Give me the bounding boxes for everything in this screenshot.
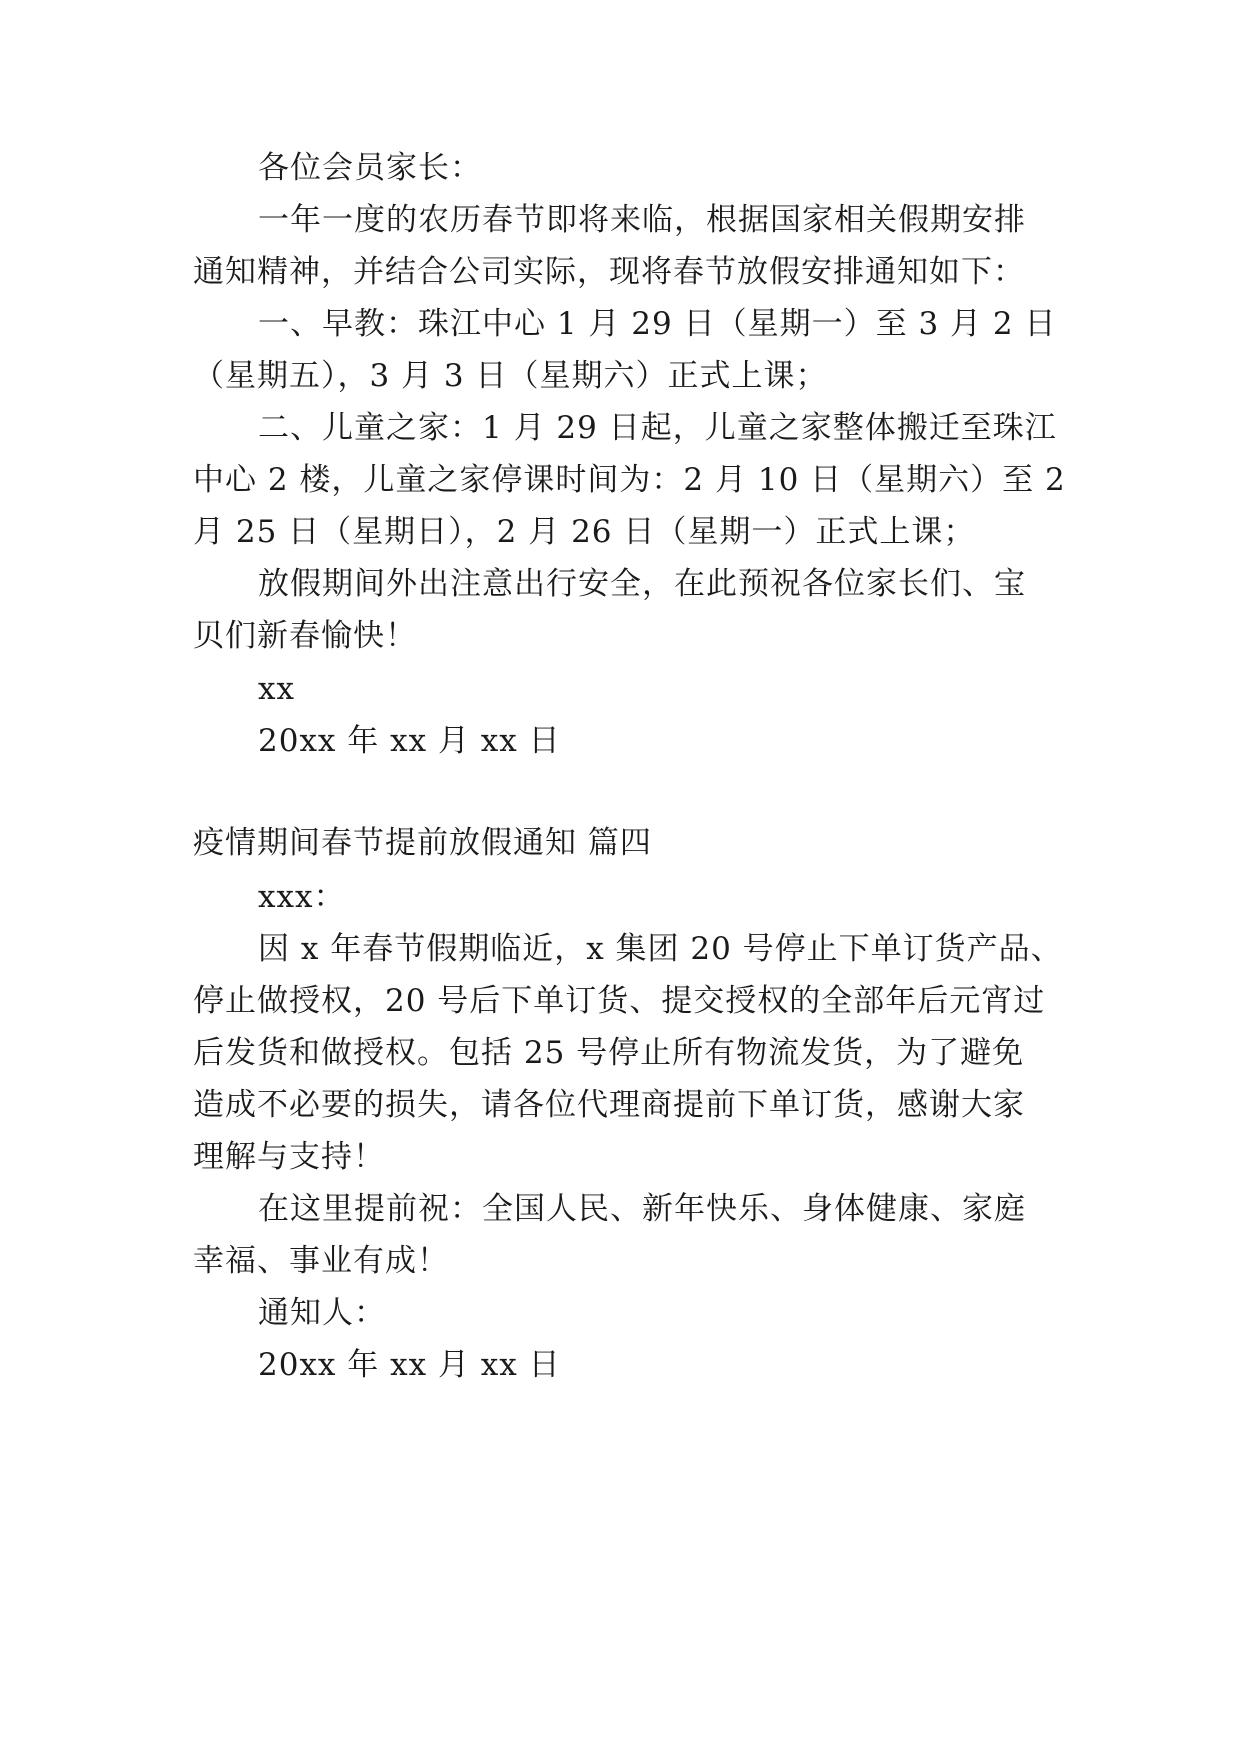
paragraph-line: 幸福、事业有成！ (193, 1243, 449, 1279)
paragraph-line: 一、早教：珠江中心 1 月 29 日（星期一）至 3 月 2 日 (258, 306, 1057, 342)
paragraph-line: 理解与支持！ (193, 1139, 385, 1175)
paragraph-line: 停止做授权，20 号后下单订货、提交授权的全部年后元宵过 (193, 983, 1046, 1019)
paragraph-line: 贝们新春愉快！ (193, 618, 417, 654)
paragraph-line: 因 x 年春节假期临近，x 集团 20 号停止下单订货产品、 (258, 931, 1063, 967)
paragraph-line: 月 25 日（星期日），2 月 26 日（星期一）正式上课； (193, 514, 976, 550)
paragraph-line: 中心 2 楼，儿童之家停课时间为：2 月 10 日（星期六）至 2 (193, 462, 1066, 498)
paragraph-line: 通知精神，并结合公司实际，现将春节放假安排通知如下： (193, 254, 1025, 290)
date-line: 20xx 年 xx 月 xx 日 (258, 1347, 561, 1383)
paragraph-line: 一年一度的农历春节即将来临，根据国家相关假期安排 (258, 202, 1026, 238)
section-title: 疫情期间春节提前放假通知 篇四 (193, 825, 652, 861)
date-line: 20xx 年 xx 月 xx 日 (258, 723, 561, 759)
signature: xx (258, 671, 295, 707)
paragraph-line: 二、儿童之家：1 月 29 日起，儿童之家整体搬迁至珠江 (258, 410, 1057, 446)
paragraph-line: 在这里提前祝：全国人民、新年快乐、身体健康、家庭 (258, 1191, 1026, 1227)
paragraph-line: 后发货和做授权。包括 25 号停止所有物流发货，为了避免 (193, 1035, 1025, 1071)
paragraph-line: （星期五），3 月 3 日（星期六）正式上课； (193, 358, 828, 394)
greeting-recipient: xxx： (258, 879, 346, 915)
paragraph-line: 造成不必要的损失，请各位代理商提前下单订货，感谢大家 (193, 1087, 1025, 1123)
paragraph-line: 放假期间外出注意出行安全，在此预祝各位家长们、宝 (258, 566, 1026, 602)
notifier-label: 通知人： (258, 1295, 386, 1331)
greeting-parents: 各位会员家长： (258, 150, 482, 186)
